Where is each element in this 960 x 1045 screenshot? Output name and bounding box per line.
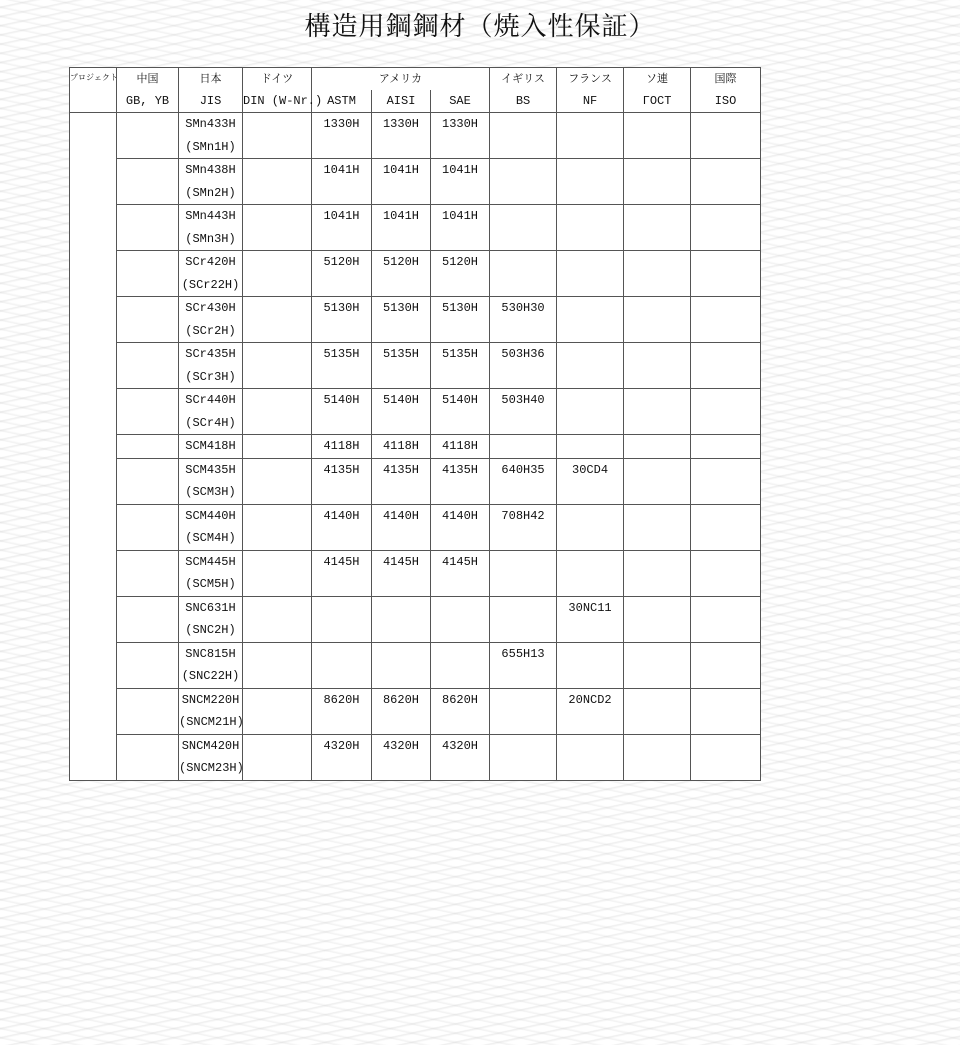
jis-old-grade: (SCr2H)	[185, 323, 236, 338]
gost-cell	[624, 297, 691, 343]
project-cell	[70, 113, 117, 781]
nf-cell: 20NCD2	[557, 688, 624, 734]
table-row	[70, 389, 761, 435]
iso-cell	[691, 343, 761, 389]
aisi-cell: 5135H	[372, 343, 431, 389]
jis-old-grade: (SMn1H)	[185, 139, 236, 154]
jis-grade: SMn433H	[185, 117, 236, 131]
iso-cell	[691, 435, 761, 459]
sae-cell	[431, 642, 490, 688]
gost-cell	[624, 343, 691, 389]
gost-cell	[624, 113, 691, 159]
din-cell	[243, 458, 312, 504]
bs-cell	[490, 734, 557, 780]
jis-old-grade: (SCr4H)	[185, 415, 236, 430]
din-cell	[243, 389, 312, 435]
nf-cell	[557, 550, 624, 596]
jis-old-grade: (SCr22H)	[181, 277, 240, 292]
jis-grade: SCM435H	[185, 462, 236, 477]
bs-cell: 655H13	[490, 642, 557, 688]
sae-cell: 5130H	[431, 297, 490, 343]
jis-grade: SCr435H	[185, 347, 236, 361]
aisi-cell: 4320H	[372, 734, 431, 780]
header-germany: ドイツ	[243, 68, 312, 91]
astm-cell: 1041H	[312, 159, 372, 205]
jis-cell	[179, 435, 243, 459]
nf-cell	[557, 297, 624, 343]
jis-grade: SCr430H	[185, 301, 236, 315]
jis-cell	[179, 596, 243, 642]
table-row	[70, 205, 761, 251]
jis-cell	[179, 343, 243, 389]
iso-cell	[691, 688, 761, 734]
din-cell	[243, 343, 312, 389]
gost-cell	[624, 596, 691, 642]
sae-cell: 4320H	[431, 734, 490, 780]
gost-cell	[624, 504, 691, 550]
jis-old-grade: (SNCM21H)	[179, 715, 244, 729]
header-intl: 国際	[691, 68, 761, 91]
bs-cell	[490, 205, 557, 251]
sae-cell	[431, 596, 490, 642]
iso-cell	[691, 389, 761, 435]
aisi-cell: 8620H	[372, 688, 431, 734]
astm-cell: 4140H	[312, 504, 372, 550]
china-cell	[117, 642, 179, 688]
din-cell	[243, 435, 312, 459]
iso-cell	[691, 642, 761, 688]
page-title: 構造用鋼鋼材（焼入性保証）	[304, 12, 656, 42]
nf-cell	[557, 435, 624, 459]
jis-old-grade: (SNCM23H)	[179, 761, 244, 775]
din-cell	[243, 550, 312, 596]
nf-cell	[557, 642, 624, 688]
sae-cell: 8620H	[431, 688, 490, 734]
header-astm: ASTM	[312, 90, 372, 113]
jis-cell	[179, 734, 243, 780]
astm-cell: 4135H	[312, 458, 372, 504]
aisi-cell: 1330H	[372, 113, 431, 159]
header-project: プロジェクト	[70, 68, 117, 113]
gost-cell	[624, 205, 691, 251]
din-cell	[243, 688, 312, 734]
din-cell	[243, 642, 312, 688]
jis-grade: SNC815H	[185, 646, 236, 661]
aisi-cell: 1041H	[372, 205, 431, 251]
sae-cell: 4118H	[431, 435, 490, 459]
gost-cell	[624, 734, 691, 780]
jis-old-grade: (SMn3H)	[185, 231, 236, 246]
gost-cell	[624, 389, 691, 435]
jis-cell	[179, 458, 243, 504]
table-row	[70, 113, 761, 159]
bs-cell: 530H30	[490, 297, 557, 343]
header-france: フランス	[557, 68, 624, 91]
iso-cell	[691, 550, 761, 596]
iso-cell	[691, 113, 761, 159]
bs-cell	[490, 113, 557, 159]
china-cell	[117, 435, 179, 459]
nf-cell	[557, 205, 624, 251]
astm-cell: 4118H	[312, 435, 372, 459]
jis-grade: SCr440H	[185, 393, 236, 407]
gost-cell	[624, 435, 691, 459]
sae-cell: 4140H	[431, 504, 490, 550]
table-row	[70, 642, 761, 688]
jis-cell	[179, 159, 243, 205]
jis-old-grade: (SMn2H)	[185, 185, 236, 200]
jis-cell	[179, 205, 243, 251]
aisi-cell: 4145H	[372, 550, 431, 596]
jis-grade: SMn438H	[185, 163, 236, 177]
nf-cell	[557, 389, 624, 435]
aisi-cell: 5130H	[372, 297, 431, 343]
china-cell	[117, 688, 179, 734]
header-china: 中国	[117, 68, 179, 91]
aisi-cell	[372, 596, 431, 642]
table-row	[70, 596, 761, 642]
header-uk: イギリス	[490, 68, 557, 91]
sae-cell: 5120H	[431, 251, 490, 297]
din-cell	[243, 297, 312, 343]
din-cell	[243, 113, 312, 159]
astm-cell	[312, 642, 372, 688]
bs-cell	[490, 596, 557, 642]
iso-cell	[691, 596, 761, 642]
jis-old-grade: (SCM5H)	[185, 577, 236, 591]
gost-cell	[624, 642, 691, 688]
jis-cell	[179, 688, 243, 734]
sae-cell: 4135H	[431, 458, 490, 504]
header-intl-sub: ISO	[691, 90, 761, 113]
china-cell	[117, 205, 179, 251]
din-cell	[243, 251, 312, 297]
din-cell	[243, 734, 312, 780]
header-america: アメリカ	[312, 68, 490, 91]
bs-cell	[490, 435, 557, 459]
china-cell	[117, 113, 179, 159]
table-row	[70, 550, 761, 596]
china-cell	[117, 550, 179, 596]
nf-cell: 30NC11	[557, 596, 624, 642]
nf-cell: 30CD4	[557, 458, 624, 504]
table-row	[70, 159, 761, 205]
jis-cell	[179, 389, 243, 435]
china-cell	[117, 734, 179, 780]
aisi-cell: 4118H	[372, 435, 431, 459]
header-uk-sub: BS	[490, 90, 557, 113]
aisi-cell	[372, 642, 431, 688]
bs-cell	[490, 688, 557, 734]
nf-cell	[557, 343, 624, 389]
jis-grade: SNCM220H	[181, 692, 240, 707]
din-cell	[243, 504, 312, 550]
sae-cell: 1041H	[431, 205, 490, 251]
table-row	[70, 458, 761, 504]
jis-cell	[179, 113, 243, 159]
jis-grade: SMn443H	[185, 209, 236, 223]
bs-cell: 503H40	[490, 389, 557, 435]
jis-grade: SCM445H	[185, 554, 236, 569]
sae-cell: 5140H	[431, 389, 490, 435]
jis-grade: SNCM420H	[181, 738, 240, 753]
iso-cell	[691, 205, 761, 251]
aisi-cell: 1041H	[372, 159, 431, 205]
header-japan-sub: JIS	[179, 90, 243, 113]
header-sae: SAE	[431, 90, 490, 113]
jis-grade: SCM418H	[185, 439, 236, 453]
sae-cell: 5135H	[431, 343, 490, 389]
jis-grade: SNC631H	[185, 600, 236, 615]
iso-cell	[691, 734, 761, 780]
china-cell	[117, 458, 179, 504]
table-row	[70, 504, 761, 550]
jis-grade: SCM440H	[185, 508, 236, 523]
iso-cell	[691, 251, 761, 297]
iso-cell	[691, 159, 761, 205]
jis-old-grade: (SCM4H)	[185, 531, 236, 545]
astm-cell: 5130H	[312, 297, 372, 343]
china-cell	[117, 297, 179, 343]
gost-cell	[624, 458, 691, 504]
steel-comparison-table	[69, 67, 761, 781]
nf-cell	[557, 159, 624, 205]
astm-cell: 5135H	[312, 343, 372, 389]
jis-old-grade: (SNC22H)	[181, 669, 240, 683]
jis-cell	[179, 550, 243, 596]
china-cell	[117, 504, 179, 550]
bs-cell	[490, 251, 557, 297]
table-row	[70, 688, 761, 734]
gost-cell	[624, 251, 691, 297]
sae-cell: 1041H	[431, 159, 490, 205]
china-cell	[117, 596, 179, 642]
aisi-cell: 4140H	[372, 504, 431, 550]
bs-cell: 503H36	[490, 343, 557, 389]
table-row	[70, 435, 761, 459]
din-cell	[243, 159, 312, 205]
china-cell	[117, 389, 179, 435]
astm-cell	[312, 596, 372, 642]
gost-cell	[624, 159, 691, 205]
iso-cell	[691, 297, 761, 343]
gost-cell	[624, 550, 691, 596]
aisi-cell: 5140H	[372, 389, 431, 435]
jis-cell	[179, 251, 243, 297]
header-ussr: ソ連	[624, 68, 691, 91]
jis-cell	[179, 297, 243, 343]
din-cell	[243, 205, 312, 251]
china-cell	[117, 159, 179, 205]
bs-cell	[490, 550, 557, 596]
gost-cell	[624, 688, 691, 734]
jis-cell	[179, 504, 243, 550]
china-cell	[117, 251, 179, 297]
header-aisi: AISI	[372, 90, 431, 113]
nf-cell	[557, 113, 624, 159]
bs-cell: 708H42	[490, 504, 557, 550]
table-row	[70, 343, 761, 389]
iso-cell	[691, 504, 761, 550]
bs-cell: 640H35	[490, 458, 557, 504]
jis-old-grade: (SNC2H)	[185, 623, 236, 637]
iso-cell	[691, 458, 761, 504]
astm-cell: 5120H	[312, 251, 372, 297]
astm-cell: 8620H	[312, 688, 372, 734]
table-row	[70, 734, 761, 780]
table-row	[70, 251, 761, 297]
astm-cell: 4145H	[312, 550, 372, 596]
header-germany-sub: DIN (W-Nr.)	[243, 90, 312, 113]
aisi-cell: 5120H	[372, 251, 431, 297]
bs-cell	[490, 159, 557, 205]
sae-cell: 4145H	[431, 550, 490, 596]
header-japan: 日本	[179, 68, 243, 91]
astm-cell: 1330H	[312, 113, 372, 159]
astm-cell: 4320H	[312, 734, 372, 780]
table-row	[70, 297, 761, 343]
header-china-sub: GB, YB	[117, 90, 179, 113]
nf-cell	[557, 251, 624, 297]
jis-grade: SCr420H	[185, 255, 236, 269]
nf-cell	[557, 734, 624, 780]
aisi-cell: 4135H	[372, 458, 431, 504]
nf-cell	[557, 504, 624, 550]
header-ussr-sub: ГОСТ	[624, 90, 691, 113]
astm-cell: 5140H	[312, 389, 372, 435]
astm-cell: 1041H	[312, 205, 372, 251]
din-cell	[243, 596, 312, 642]
jis-old-grade: (SCr3H)	[185, 369, 236, 384]
sae-cell: 1330H	[431, 113, 490, 159]
header-france-sub: NF	[557, 90, 624, 113]
jis-old-grade: (SCM3H)	[185, 485, 236, 499]
china-cell	[117, 343, 179, 389]
jis-cell	[179, 642, 243, 688]
